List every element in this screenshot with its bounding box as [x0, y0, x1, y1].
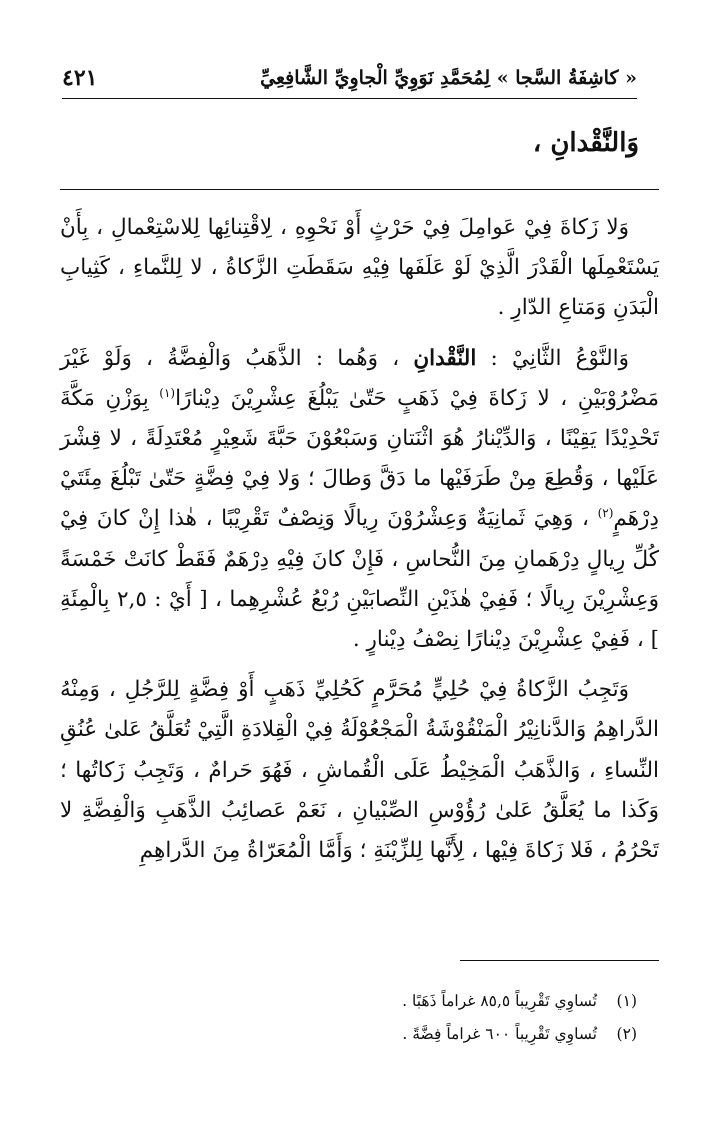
page-header	[62, 58, 637, 99]
footnote-number: (٢)	[616, 1025, 637, 1043]
running-title: « كاشِفَةُ السَّجا » لِمُحَمَّدِ نَوَوِيِّ الْجاوِيِّ الشَّافِعِيِّ	[260, 67, 637, 89]
text-segment: بِوَزْنِ مَكَّةَ تَحْدِيْدًا يَقِيْنًا ، وَالدِّيْنارُ هُوَ اثْنَتانِ وَسَبْعُوْنَ حَبَّةَ شَعِيْرٍ مُعْتَدِلَةً ، لا قِشْرَ عَلَيْها ، وَقُطِعَ مِنْ طَرَفَيْها ما دَقَّ وَطالَ ؛ وَلا فِيْ فِضَّةٍ حَتّىٰ تَبْلُغَ مِئَتَيْ دِرْهَمٍ	[60, 385, 659, 532]
page-number: ٤٢١	[62, 65, 98, 91]
footnote-divider	[460, 960, 659, 961]
footnote-text: تُساوِي تَقْرِيباً ٨٥,٥ غراماً ذَهَبًا .	[402, 992, 597, 1010]
footnote	[150, 1018, 637, 1051]
body-text	[60, 208, 659, 881]
text-segment: وَالنَّوْعُ الثَّانِيْ :	[476, 345, 629, 371]
text-segment: وَلا زَكاةَ فِيْ عَوامِلَ فِيْ حَرْثٍ أَوْ نَحْوِهِ ، لِاقْتِنائِها لِلاسْتِعْمالِ ، بِأَنْ يَسْتَعْمِلَها الْقَدْرَ الَّذِيْ لَوْ عَلَفَها فِيْهِ سَقَطَتِ الزَّكاةُ ، لا لِلنَّماءِ ، كَثِيابِ الْبَدَنِ وَمَتاعِ الدّارِ .	[60, 215, 659, 321]
footnote-text: تُساوِي تَقْرِيباً ٦٠٠ غراماً فِضَّةً .	[402, 1025, 597, 1043]
paragraph	[60, 670, 659, 871]
text-segment: ، وَهُما : الذَّهَبُ وَالْفِضَّةُ ، وَلَوْ غَيْرَ مَضْرُوْبَيْنِ ، لا زَكاةَ فِيْ ذَهَبٍ حَتّىٰ يَبْلُغَ عِشْرِيْنَ دِيْنارًا	[60, 345, 659, 411]
paragraph	[60, 339, 659, 661]
footnote-marker: (١)	[159, 385, 176, 400]
footnote-number: (١)	[616, 992, 637, 1010]
continuation-line: وَالنَّقْدانِ ،	[532, 128, 639, 158]
footnote-marker: (٢)	[597, 506, 614, 521]
bold-term: النَّقْدانِ	[413, 345, 477, 371]
text-segment: وَتَجِبُ الزَّكاةُ فِيْ حُلِيٍّ مُحَرَّمٍ كَحُلِيِّ ذَهَبٍ أَوْ فِضَّةٍ لِلرَّجُلِ ، وَمِنْهُ الدَّراهِمُ وَالدَّنانِيْرُ الْمَنْقُوْشَةُ الْمَجْعُوْلَةُ فِيْ الْقِلادَةِ الَّتِيْ تُعَلَّقُ عَلىٰ عُنُقِ النِّساءِ ، وَالذَّهَبُ الْمَخِيْطُ عَلَى الْقُماشِ ، فَهُوَ حَرامٌ ، وَتَجِبُ زَكاتُها ؛ وَكَذا ما يُعَلَّقُ عَلىٰ رُؤُوْسِ الصِّبْيانِ ، نَعَمْ عَصائِبُ الذَّهَبِ وَالْفِضَّةِ لا تَحْرُمُ ، فَلا زَكاةَ فِيْها ، لِأَنَّها لِلزِّيْنَةِ ؛ وَأَمَّا الْمُعَرّاةُ مِنَ الدَّراهِمِ	[60, 677, 659, 864]
text-segment: ، وَهِيَ ثَمانِيَةٌ وَعِشْرُوْنَ رِيالًا وَنِصْفٌ تَقْرِيْبًا ، هٰذا إِنْ كانَ فِيْ كُلِّ رِيالٍ دِرْهَمانِ مِنَ النُّحاسِ ، فَإِنْ كانَ فِيْهِ دِرْهَمٌ فَقَطْ كانَتْ خَمْسَةً وَعِشْرِيْنَ رِيالًا ؛ فَفِيْ هٰذَيْنِ النِّصابَيْنِ رُبْعُ عُشْرِهِما ، [ أَيْ : ٢,٥ بِالْمِئَةِ ] ، فَفِيْ عِشْرِيْنَ دِيْنارًا نِصْفُ دِيْنارٍ .	[60, 506, 659, 653]
footnotes	[150, 985, 637, 1051]
footnote	[150, 985, 637, 1018]
paragraph	[60, 208, 659, 329]
section-divider	[60, 189, 659, 190]
